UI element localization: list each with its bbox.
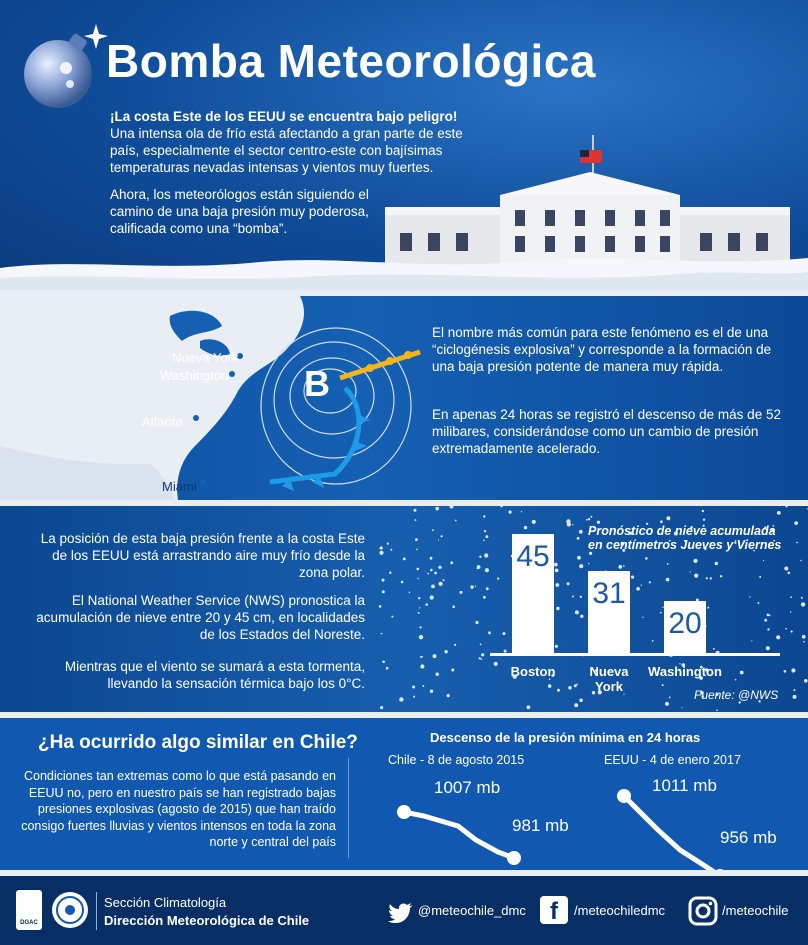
map-text-2: En apenas 24 horas se registró el descenso de más de 52 milibares, considerándose como un cambio de presión extremadamente acelerado. [432,407,781,456]
cyclone-diagram [240,296,440,500]
intro-lead: ¡La costa Este de los EEUU se encuentra bajo peligro! [110,109,458,124]
page-title: Bomba Meteorológica [106,35,597,87]
map-panel [0,296,808,500]
forecast-text-1: La posición de esta baja presión frente a la costa Este de los EEUU está arrastrando aire muy frío desde la zona polar. [40,531,365,580]
chile-end-label: 981 mb [512,816,569,835]
chile-panel [0,718,808,870]
chile-text: Condiciones tan extremas como lo que está pasando en EEUU no, pero en nuestro país se han registrado bajas presiones explosivas (agosto de 2015) que han traído consigo fuertes lluvias y vientos intensos en toda la zona norte y central del país [21,769,336,849]
bar-boston [512,534,554,654]
chile-heading: ¿Ha ocurrido algo similar en Chile? [38,732,358,753]
bar-value-label: 45 [516,540,550,573]
eeuu-pressure-line [624,796,720,870]
bar-category-label: Nueva York [589,664,629,694]
dmc-seal-icon [50,890,90,930]
chile-pressure-line [404,812,514,858]
eeuu-start-label: 1011 mb [652,776,717,795]
city-label: Washington [160,368,229,383]
start-point [617,789,631,803]
pressure-chart [368,740,808,870]
chart-baseline [490,653,780,656]
instagram-icon[interactable] [688,896,718,926]
bar-category-label: Boston [510,664,556,679]
bar-nueva-york [588,571,630,654]
city-label: Nueva York [172,350,239,365]
forecast-text-2: El National Weather Service (NWS) pronostica la acumulación de nieve entre 20 y 45 cm, en localidades de los Estados del Noreste. [36,593,365,642]
facebook-handle[interactable]: /meteochiledmc [574,903,666,918]
series-label-eeuu: EEUU - 4 de enero 2017 [604,753,741,767]
white-house-illustration [0,0,808,290]
header-panel [0,0,808,290]
city-label: Miami [162,479,197,494]
twitter-handle[interactable]: @meteochile_dmc [418,903,526,918]
chart-title: Pronóstico de nieve acumulada en centímetros Jueves y Viernes [588,524,782,552]
map-text-1: El nombre más común para este fenómeno es el de una “ciclogénesis explosiva” y corresponde a la formación de una baja presión potente de manera muy rápida. [432,325,772,374]
end-point [507,851,521,865]
twitter-icon[interactable] [388,902,414,924]
footer-section: Sección Climatología [104,895,227,910]
divider-vertical [348,758,349,858]
pressure-chart-title: Descenso de la presión mínima en 24 horas [430,730,701,745]
divider-vertical [96,892,97,930]
start-point [397,805,411,819]
intro-paragraph-2: Ahora, los meteorólogos están siguiendo el camino de una baja presión muy poderosa, calificada como una “bomba”. [110,187,369,236]
forecast-text-3: Mientras que el viento se sumará a esta tormenta, llevando la sensación térmica bajo los 0°C. [64,659,365,691]
footer-org: Dirección Meteorológica de Chile [104,913,310,928]
city-label: Atlanta [142,414,183,429]
series-label-chile: Chile - 8 de agosto 2015 [388,753,525,767]
forecast-panel [0,506,808,712]
eeuu-end-label: 956 mb [720,828,777,847]
facebook-icon[interactable]: f [540,896,568,924]
low-pressure-symbol: B [304,363,330,404]
bar-category-label: Washington [648,664,722,679]
dgac-logo: DGAC [16,890,42,930]
intro-paragraph: Una intensa ola de frío está afectando a gran parte de este país, especialmente el sector centro-este con bajísimas temperaturas nevadas intensas y vientos muy fuertes. [110,126,463,175]
bar-value-label: 20 [668,606,702,640]
instagram-handle[interactable]: /meteochile [722,903,789,918]
bar-washington [664,601,706,654]
chile-start-label: 1007 mb [434,778,501,797]
bar-value-label: 31 [592,577,626,611]
chart-source: Fuente: @NWS [694,688,779,702]
